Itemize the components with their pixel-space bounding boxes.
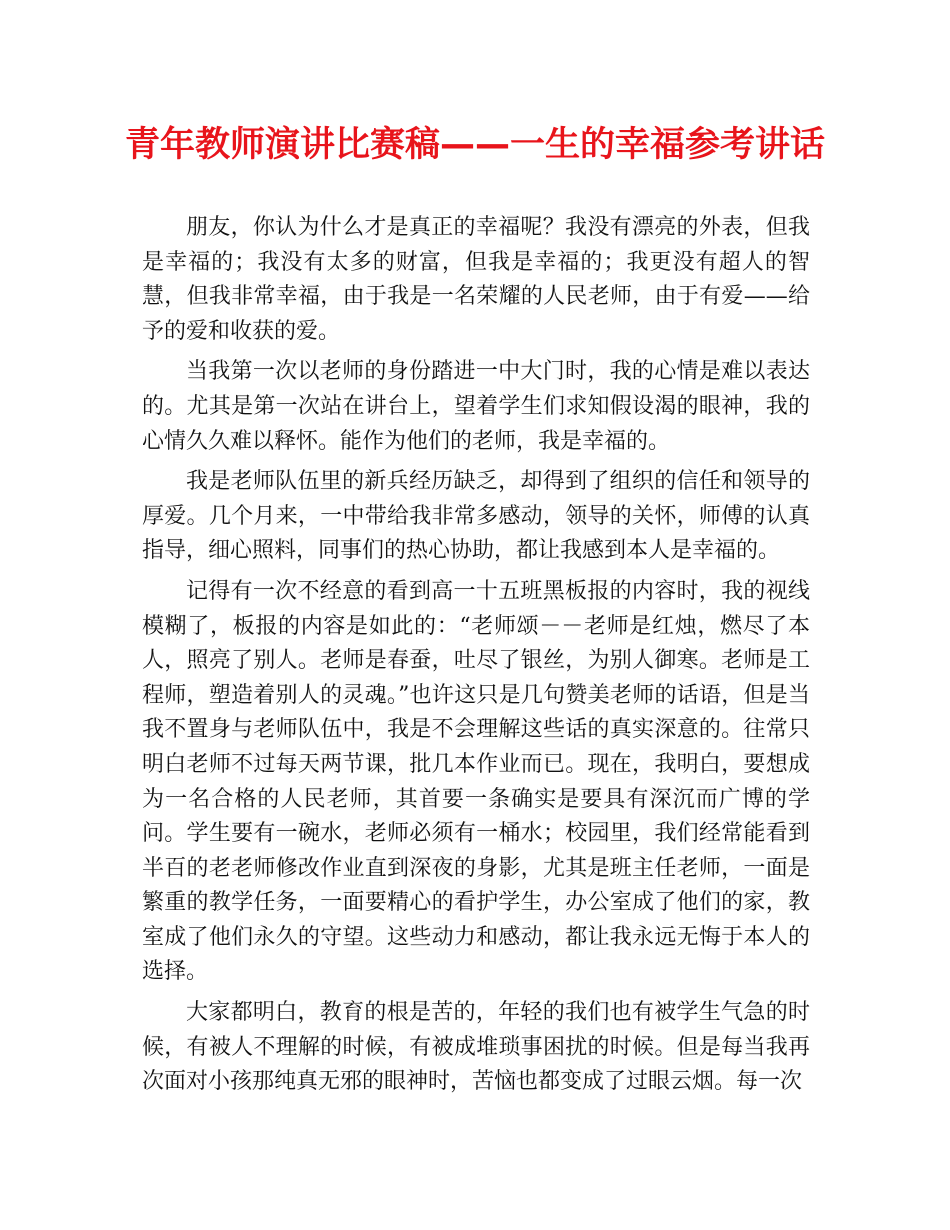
paragraph-2: 当我第一次以老师的身份踏进一中大门时，我的心情是难以表达的。尤其是第一次站在讲台上，望着学生们求知假设渴的眼神，我的心情久久难以释怀。能作为他们的老师，我是幸福的。 xyxy=(142,359,810,454)
document-body xyxy=(142,211,810,1106)
paragraph-5: 大家都明白，教育的根是苦的，年轻的我们也有被学生气急的时候，有被人不理解的时候，有被成堆琐事困扰的时候。但是每当我再次面对小孩那纯真无邪的眼神时，苦恼也都变成了过眼云烟。每一次 xyxy=(142,1000,810,1095)
document-title: 青年教师演讲比赛稿——一生的幸福参考讲话 xyxy=(124,125,825,165)
paragraph-4: 记得有一次不经意的看到高一十五班黑板报的内容时，我的视线模糊了，板报的内容是如此的：“老师颂－－老师是红烛，燃尽了本人，照亮了别人。老师是春蚕，吐尽了银丝，为别人御寒。老师是工程师，塑造着别人的灵魂。”也许这只是几句赞美老师的话语，但是当我不置身与老师队伍中，我是不会理解这些话的真实深意的。往常只明白老师不过每天两节课，批几本作业而已。现在，我明白，要想成为一名合格的人民老师，其首要一条确实是要具有深沉而广博的学问。学生要有一碗水，老师必须有一桶水；校园里，我们经常能看到半百的老老师修改作业直到深夜的身影，尤其是班主任老师，一面是繁重的教学任务，一面要精心的看护学生，办公室成了他们的家，教室成了他们永久的守望。这些动力和感动，都让我永远无悔于本人的选择。 xyxy=(142,578,810,985)
paragraph-1: 朋友，你认为什么才是真正的幸福呢？我没有漂亮的外表，但我是幸福的；我没有太多的财富，但我是幸福的；我更没有超人的智慧，但我非常幸福，由于我是一名荣耀的人民老师，由于有爱——给予的爱和收获的爱。 xyxy=(142,215,810,344)
paragraph-3: 我是老师队伍里的新兵经历缺乏，却得到了组织的信任和领导的厚爱。几个月来，一中带给我非常多感动，领导的关怀，师傅的认真指导，细心照料，同事们的热心协助，都让我感到本人是幸福的。 xyxy=(142,469,810,564)
